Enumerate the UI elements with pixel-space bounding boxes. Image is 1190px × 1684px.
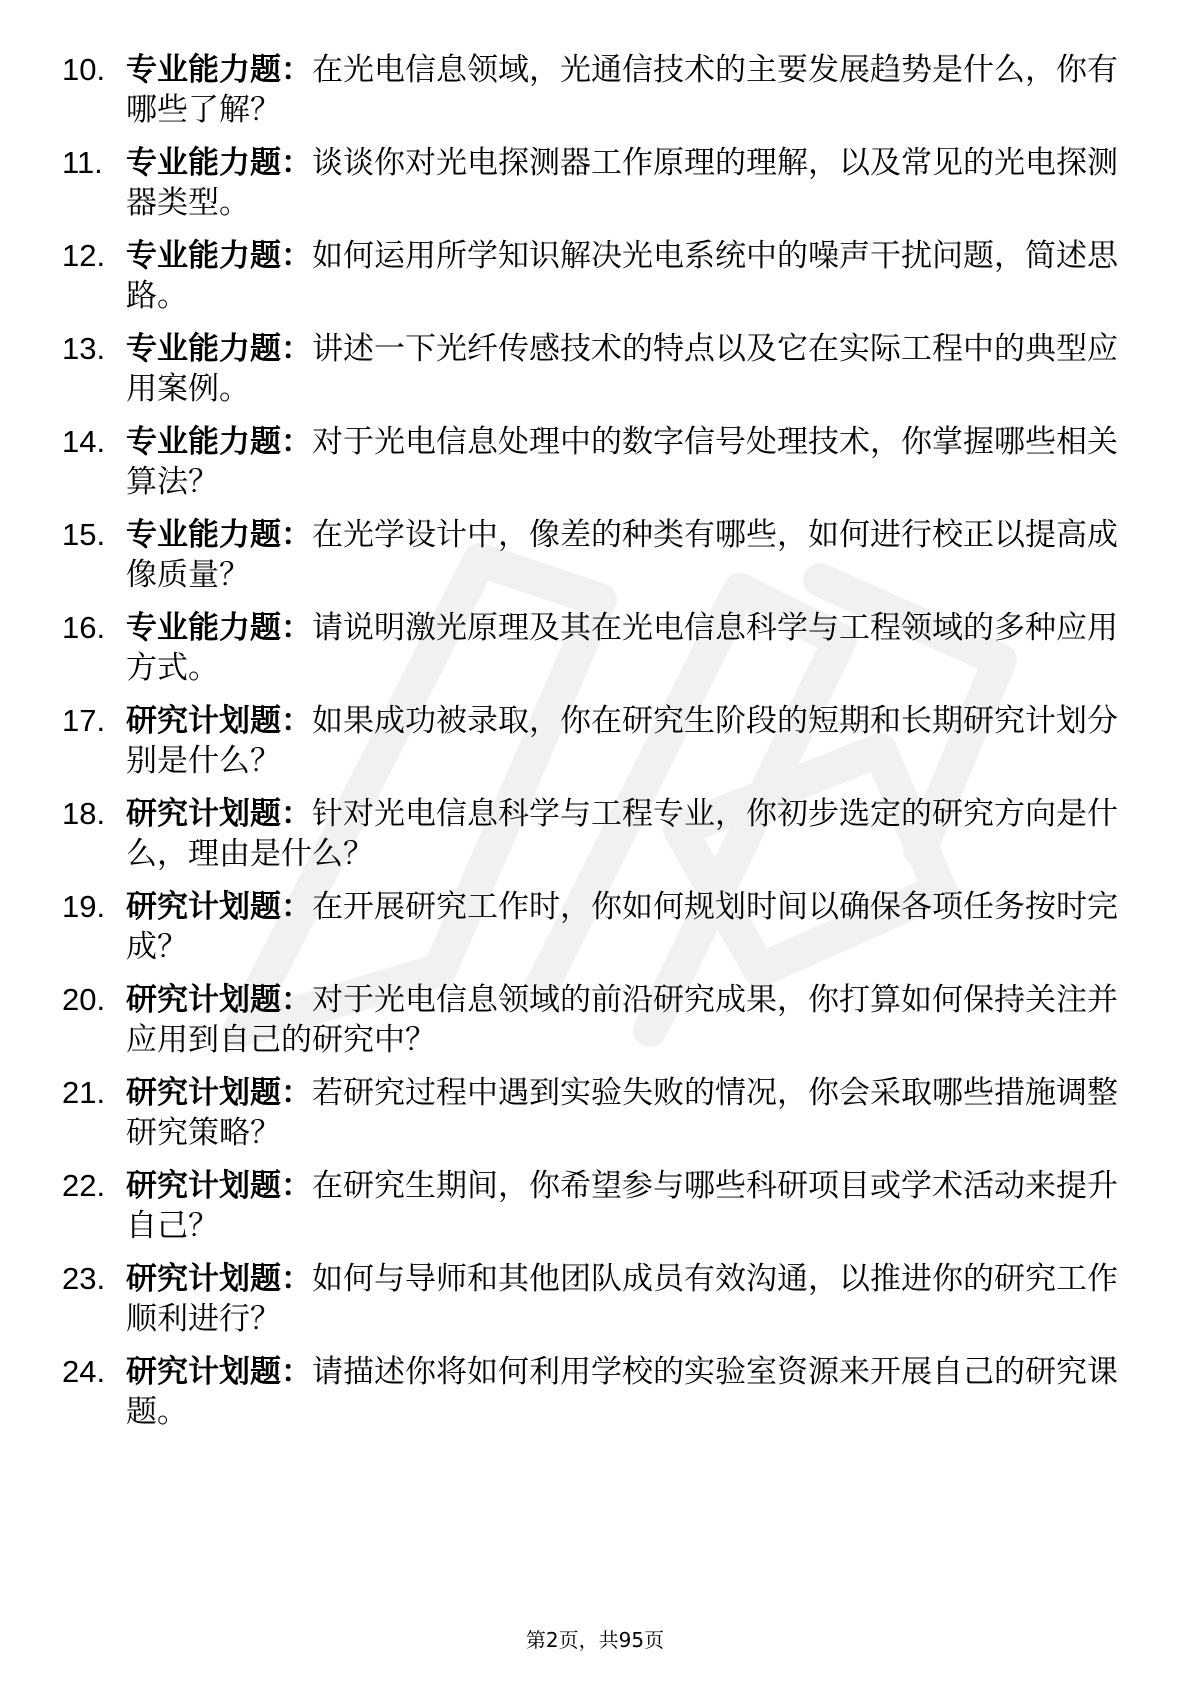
question-category: 专业能力题： (126, 424, 312, 460)
question-item (62, 143, 1122, 236)
question-text: 若研究过程中遇到实验失败的情况，你会采取哪些措施调整研究策略？ (126, 1075, 1118, 1151)
question-text: 对于光电信息处理中的数字信号处理技术，你掌握哪些相关算法？ (126, 424, 1118, 500)
question-category: 研究计划题： (126, 889, 312, 925)
question-item (62, 1352, 1122, 1445)
question-text: 在研究生期间，你希望参与哪些科研项目或学术活动来提升自己？ (126, 1168, 1118, 1244)
question-text: 请说明激光原理及其在光电信息科学与工程领域的多种应用方式。 (126, 610, 1118, 686)
question-number: 22. (62, 1168, 106, 1203)
question-category: 研究计划题： (126, 1261, 312, 1297)
question-text: 在开展研究工作时，你如何规划时间以确保各项任务按时完成？ (126, 889, 1118, 965)
page-number-footer: 第2页，共95页 (525, 1628, 665, 1652)
question-number: 20. (62, 982, 106, 1017)
question-number: 12. (62, 238, 106, 273)
question-category: 专业能力题： (126, 517, 312, 553)
question-text: 请描述你将如何利用学校的实验室资源来开展自己的研究课题。 (126, 1354, 1118, 1430)
question-item (62, 236, 1122, 329)
question-number: 15. (62, 517, 106, 552)
question-category: 专业能力题： (126, 331, 312, 367)
question-item (62, 1166, 1122, 1259)
question-category: 研究计划题： (126, 703, 312, 739)
question-number: 21. (62, 1075, 106, 1110)
question-category: 专业能力题： (126, 145, 312, 181)
question-list (62, 50, 1122, 1445)
question-category: 研究计划题： (126, 1075, 312, 1111)
question-item (62, 1259, 1122, 1352)
question-item (62, 887, 1122, 980)
question-text: 如何运用所学知识解决光电系统中的噪声干扰问题，简述思路。 (126, 238, 1118, 314)
question-text: 如何与导师和其他团队成员有效沟通，以推进你的研究工作顺利进行？ (126, 1261, 1118, 1337)
question-item (62, 50, 1122, 143)
question-text: 在光学设计中，像差的种类有哪些，如何进行校正以提高成像质量？ (126, 517, 1118, 593)
question-text: 对于光电信息领域的前沿研究成果，你打算如何保持关注并应用到自己的研究中？ (126, 982, 1118, 1058)
question-text: 针对光电信息科学与工程专业，你初步选定的研究方向是什么，理由是什么？ (126, 796, 1118, 872)
question-item (62, 1073, 1122, 1166)
question-number: 17. (62, 703, 106, 738)
question-number: 18. (62, 796, 106, 831)
question-number: 24. (62, 1354, 106, 1389)
question-category: 研究计划题： (126, 796, 312, 832)
question-category: 研究计划题： (126, 1354, 312, 1390)
question-category: 专业能力题： (126, 610, 312, 646)
question-number: 19. (62, 889, 106, 924)
question-category: 研究计划题： (126, 982, 312, 1018)
question-number: 23. (62, 1261, 106, 1296)
question-item (62, 794, 1122, 887)
question-item (62, 608, 1122, 701)
question-number: 16. (62, 610, 106, 645)
question-category: 研究计划题： (126, 1168, 312, 1204)
question-item (62, 422, 1122, 515)
question-item (62, 701, 1122, 794)
question-item (62, 515, 1122, 608)
question-category: 专业能力题： (126, 52, 312, 88)
question-number: 13. (62, 331, 106, 366)
question-text: 讲述一下光纤传感技术的特点以及它在实际工程中的典型应用案例。 (126, 331, 1118, 407)
question-text: 谈谈你对光电探测器工作原理的理解，以及常见的光电探测器类型。 (126, 145, 1118, 221)
question-number: 10. (62, 52, 106, 87)
question-number: 14. (62, 424, 106, 459)
question-item (62, 329, 1122, 422)
question-number: 11. (62, 145, 103, 180)
question-item (62, 980, 1122, 1073)
question-category: 专业能力题： (126, 238, 312, 274)
question-text: 在光电信息领域，光通信技术的主要发展趋势是什么，你有哪些了解？ (126, 52, 1118, 128)
question-text: 如果成功被录取，你在研究生阶段的短期和长期研究计划分别是什么？ (126, 703, 1118, 779)
